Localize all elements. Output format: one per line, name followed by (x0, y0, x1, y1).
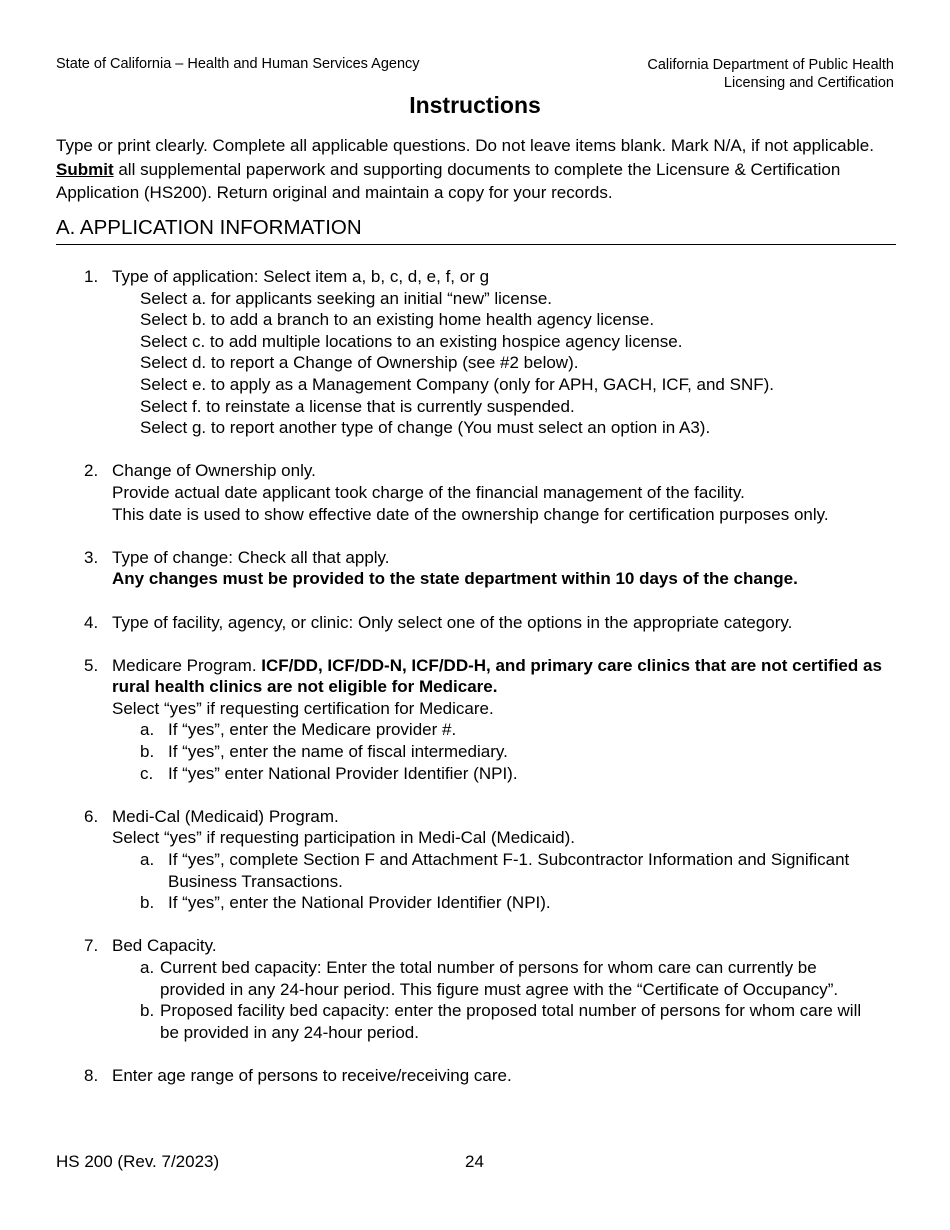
sub-text: If “yes”, enter the name of fiscal intermediary. (168, 742, 508, 762)
item-line: Provide actual date applicant took charge of the financial management of the facility. (112, 482, 745, 502)
page-number: 24 (465, 1152, 484, 1171)
item-text: Enter age range of persons to receive/receiving care. (112, 1065, 512, 1085)
header-department-line1: California Department of Public Health (647, 57, 894, 73)
select-c-line: Select c. to add multiple locations to an existing hospice agency license. (140, 331, 683, 351)
item-text: Medicare Program. (112, 655, 262, 675)
item-number: 4. (84, 612, 99, 632)
item-text: Type of application: Select item a, b, c, d, e, f, or g (112, 267, 490, 286)
instruction-item-1 (84, 266, 884, 439)
item-number: 1. (84, 267, 99, 286)
select-g-line: Select g. to report another type of change (You must select an option in A3). (140, 418, 711, 438)
instruction-item-4 (84, 612, 884, 634)
intro-text-1: Type or print clearly. Complete all applicable questions. Do not leave items blank. Mark N/A, if not applicable. (56, 136, 874, 155)
item-text: Type of facility, agency, or clinic: Only select one of the options in the appropriate category. (112, 612, 793, 632)
sub-letter: a. (140, 720, 155, 740)
instruction-item-5 (84, 655, 884, 785)
sub-item-a (140, 957, 884, 1000)
sub-item-a (140, 719, 884, 741)
item-text-with-bold (112, 655, 884, 698)
select-e-line: Select e. to apply as a Management Company (only for APH, GACH, ICF, and SNF). (140, 374, 774, 394)
item-line: Select “yes” if requesting participation in Medi-Cal (Medicaid). (112, 828, 575, 848)
sub-letter: a. (140, 850, 155, 870)
item-text: Type of change: Check all that apply. (112, 547, 390, 567)
item-line: This date is used to show effective date of the ownership change for certification purposes only. (112, 504, 829, 524)
sub-text: If “yes”, enter the National Provider Identifier (NPI). (168, 893, 551, 913)
intro-text-2: all supplemental paperwork and supporting documents to complete the Licensure & Certification Application (HS200). Return original and maintain a copy for your records. (56, 159, 841, 202)
sub-letter: a. (140, 958, 155, 977)
page-title: Instructions (409, 92, 541, 118)
instruction-item-3 (84, 547, 884, 590)
item-bold-note: ICF/DD, ICF/DD-N, ICF/DD-H, and primary care clinics that are not certified as rural health clinics are not eligible for Medicare. (112, 655, 882, 697)
instruction-item-7 (84, 935, 884, 1043)
item-number: 3. (84, 547, 99, 567)
item-text: Medi-Cal (Medicaid) Program. (112, 806, 339, 826)
section-heading: A. APPLICATION INFORMATION (56, 216, 896, 245)
item-number: 7. (84, 936, 99, 956)
select-d-line: Select d. to report a Change of Ownership (see #2 below). (140, 353, 579, 373)
intro-submit-bold: Submit (56, 159, 114, 179)
item-number: 2. (84, 461, 99, 481)
instruction-item-8 (84, 1065, 884, 1087)
item-text: Bed Capacity. (112, 936, 217, 956)
item-number: 8. (84, 1065, 99, 1085)
item-number: 6. (84, 806, 99, 826)
intro-paragraph (56, 134, 901, 205)
sub-text: If “yes”, complete Section F and Attachment F-1. Subcontractor Information and Significant Business Transactions. (168, 850, 850, 891)
item-number: 5. (84, 655, 99, 675)
header-department-line2: Licensing and Certification (723, 75, 894, 91)
item-bold-note: Any changes must be provided to the state department within 10 days of the change. (112, 569, 798, 589)
header-agency: State of California – Health and Human Services Agency (56, 56, 420, 72)
sub-item-a (140, 849, 884, 892)
sub-item-b (140, 892, 884, 914)
sub-text: If “yes”, enter the Medicare provider #. (168, 720, 457, 740)
select-f-line: Select f. to reinstate a license that is currently suspended. (140, 396, 575, 416)
item-line: Select “yes” if requesting certification for Medicare. (112, 698, 494, 718)
sub-item-c (140, 763, 884, 785)
sub-text: Proposed facility bed capacity: enter the proposed total number of persons for whom care will be provided in any 24-hour period. (160, 1001, 862, 1042)
item-text: Change of Ownership only. (112, 461, 316, 481)
select-b-line: Select b. to add a branch to an existing home health agency license. (140, 310, 655, 330)
sub-text: If “yes” enter National Provider Identifier (NPI). (168, 763, 518, 783)
sub-letter: c. (140, 763, 154, 783)
sub-item-b (140, 1000, 884, 1043)
sub-item-b (140, 741, 884, 763)
footer-form-id: HS 200 (Rev. 7/2023) (56, 1152, 220, 1171)
select-a-line: Select a. for applicants seeking an initial “new” license. (140, 288, 552, 308)
instruction-item-6 (84, 806, 884, 914)
sub-letter: b. (140, 1001, 155, 1021)
header-department (647, 56, 894, 92)
sub-letter: b. (140, 742, 155, 762)
instruction-item-2 (84, 460, 884, 525)
instruction-list (84, 266, 884, 1108)
sub-letter: b. (140, 893, 155, 913)
sub-text: Current bed capacity: Enter the total number of persons for whom care can currently be provided in any 24-hour period. This figure must agree with the “Certificate of Occupancy”. (160, 958, 839, 999)
